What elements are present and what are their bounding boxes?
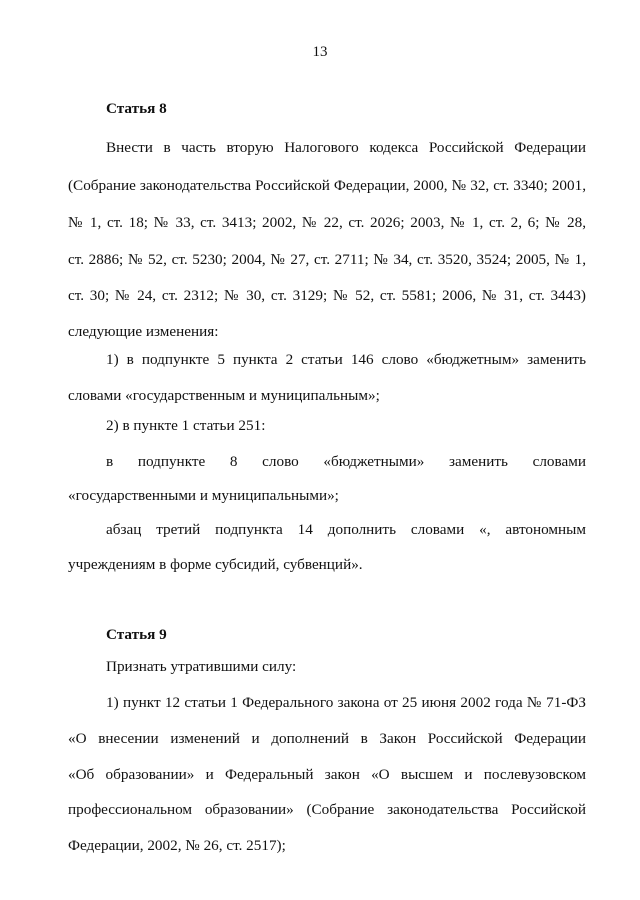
word: подпункте (137, 453, 206, 470)
article-8-line-6: следующие изменения: (68, 323, 219, 340)
article-9-line-6: Федерации, 2002, № 26, ст. 2517); (68, 837, 286, 854)
page-number: 13 (312, 44, 328, 60)
article-8-item-1-cont: словами «государственным и муниципальным»; (68, 387, 380, 404)
article-8-heading: Статья 8 (106, 100, 167, 117)
article-8-spread-cont: «государственными и муниципальными»; (68, 487, 339, 504)
article-8-line-4: ст. 2886; № 52, ст. 5230; 2004, № 27, ст. 2711; № 34, ст. 3520, 3524; 2005, № 1, (68, 251, 586, 268)
word: 8 (229, 453, 238, 470)
word: «бюджетными» (323, 453, 425, 470)
article-8-line-5: ст. 30; № 24, ст. 2312; № 30, ст. 3129; № 52, ст. 5581; 2006, № 31, ст. 3443) (68, 287, 586, 304)
article-9-line-4: «Об образовании» и Федеральный закон «О высшем и послевузовском (68, 766, 586, 783)
word: заменить (449, 453, 508, 470)
article-8-item-1: 1) в подпункте 5 пункта 2 статьи 146 слово «бюджетным» заменить (106, 351, 586, 368)
article-8-item-2: 2) в пункте 1 статьи 251: (106, 417, 266, 434)
article-9-line-1: Признать утратившими силу: (106, 658, 297, 675)
article-8-line-3: № 1, ст. 18; № 33, ст. 3413; 2002, № 22, ст. 2026; 2003, № 1, ст. 2, 6; № 28, (68, 214, 586, 231)
article-9-line-5: профессиональном образовании» (Собрание законодательства Российской (68, 801, 586, 818)
article-8-paragraph: абзац третий подпункта 14 дополнить словами «, автономным (106, 521, 586, 538)
word: словами (532, 453, 586, 470)
article-8-spread-line (106, 452, 586, 472)
article-8-line-2: (Собрание законодательства Российской Федерации, 2000, № 32, ст. 3340; 2001, (68, 177, 586, 194)
article-8-paragraph-cont: учреждениям в форме субсидий, субвенций». (68, 556, 363, 573)
article-9-item-1: 1) пункт 12 статьи 1 Федерального закона от 25 июня 2002 года № 71-ФЗ (106, 694, 586, 711)
word: слово (262, 453, 299, 470)
article-9-line-3: «О внесении изменений и дополнений в Закон Российской Федерации (68, 730, 586, 747)
article-9-heading: Статья 9 (106, 626, 167, 643)
article-8-line-1: Внести в часть вторую Налогового кодекса Российской Федерации (106, 139, 586, 156)
word: в (106, 453, 114, 470)
